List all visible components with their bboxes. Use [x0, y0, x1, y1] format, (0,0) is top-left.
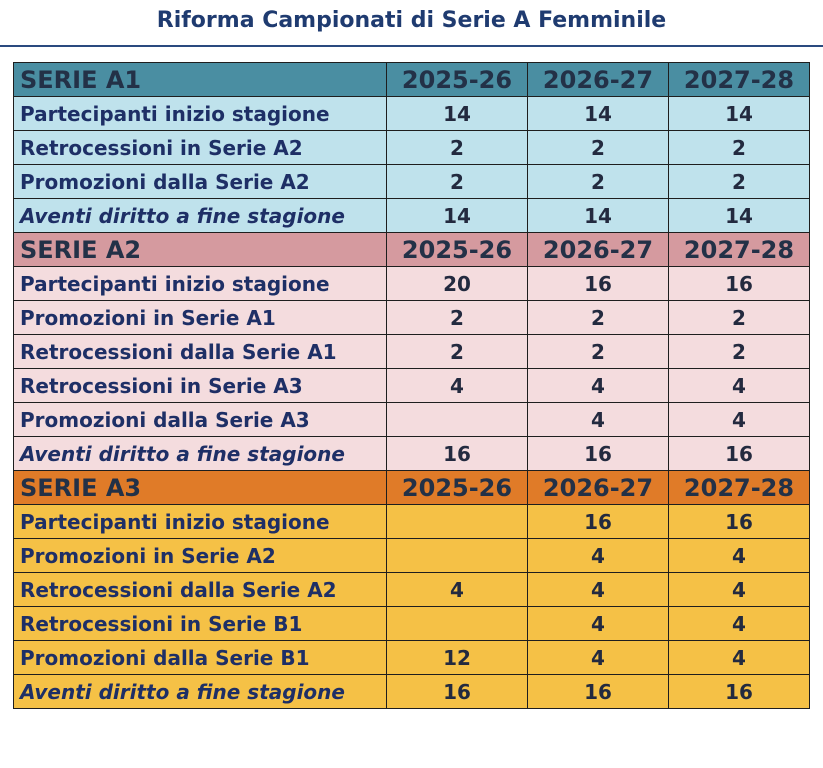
- row-label: Aventi diritto a fine stagione: [14, 199, 387, 233]
- row-value: 2: [669, 301, 810, 335]
- row-value: 4: [387, 573, 528, 607]
- row-label: Promozioni in Serie A1: [14, 301, 387, 335]
- row-value: 4: [528, 607, 669, 641]
- row-value: 2: [528, 335, 669, 369]
- row-value: 2: [669, 131, 810, 165]
- row-label: Partecipanti inizio stagione: [14, 505, 387, 539]
- table-row: [14, 403, 810, 437]
- row-value: 4: [669, 539, 810, 573]
- row-value: 2: [387, 131, 528, 165]
- row-value: 16: [528, 505, 669, 539]
- row-label: Retrocessioni in Serie B1: [14, 607, 387, 641]
- row-value: 16: [669, 675, 810, 709]
- season-header: 2026-27: [528, 471, 669, 505]
- table-row: [14, 675, 810, 709]
- row-label: Promozioni dalla Serie A3: [14, 403, 387, 437]
- table-row: [14, 335, 810, 369]
- row-value: 14: [669, 199, 810, 233]
- table-row: [14, 539, 810, 573]
- section-header-a1: [14, 63, 810, 97]
- row-value: 16: [387, 437, 528, 471]
- row-value: 2: [528, 301, 669, 335]
- table-row: [14, 301, 810, 335]
- table-row: [14, 437, 810, 471]
- row-value: 2: [669, 335, 810, 369]
- row-value: [387, 539, 528, 573]
- table-row: [14, 165, 810, 199]
- season-header: 2025-26: [387, 233, 528, 267]
- row-value: 2: [387, 335, 528, 369]
- row-value: 4: [669, 641, 810, 675]
- row-value: 14: [528, 199, 669, 233]
- row-value: 4: [528, 369, 669, 403]
- table-row: [14, 573, 810, 607]
- row-label: Promozioni in Serie A2: [14, 539, 387, 573]
- row-value: [387, 403, 528, 437]
- table-row: [14, 97, 810, 131]
- section-title: SERIE A1: [14, 63, 387, 97]
- table-row: [14, 199, 810, 233]
- row-value: 4: [528, 403, 669, 437]
- title-divider: [0, 45, 823, 47]
- season-header: 2027-28: [669, 471, 810, 505]
- row-label: Retrocessioni dalla Serie A2: [14, 573, 387, 607]
- row-value: 4: [528, 641, 669, 675]
- row-label: Aventi diritto a fine stagione: [14, 437, 387, 471]
- row-label: Retrocessioni dalla Serie A1: [14, 335, 387, 369]
- row-value: 12: [387, 641, 528, 675]
- section-title: SERIE A2: [14, 233, 387, 267]
- row-value: 4: [669, 573, 810, 607]
- row-value: [387, 607, 528, 641]
- table-row: [14, 505, 810, 539]
- row-value: 4: [528, 573, 669, 607]
- row-value: 4: [528, 539, 669, 573]
- row-value: 4: [669, 403, 810, 437]
- table-row: [14, 607, 810, 641]
- row-label: Promozioni dalla Serie B1: [14, 641, 387, 675]
- table-row: [14, 267, 810, 301]
- row-value: 16: [387, 675, 528, 709]
- section-a1: [14, 63, 810, 233]
- section-header-a2: [14, 233, 810, 267]
- row-value: 16: [528, 267, 669, 301]
- season-header: 2027-28: [669, 63, 810, 97]
- row-value: 14: [387, 199, 528, 233]
- table-row: [14, 369, 810, 403]
- row-value: 16: [669, 505, 810, 539]
- row-value: 2: [387, 165, 528, 199]
- row-label: Retrocessioni in Serie A2: [14, 131, 387, 165]
- season-header: 2026-27: [528, 63, 669, 97]
- row-value: 14: [669, 97, 810, 131]
- row-label: Partecipanti inizio stagione: [14, 267, 387, 301]
- row-value: 4: [387, 369, 528, 403]
- row-value: [387, 505, 528, 539]
- row-value: 16: [528, 675, 669, 709]
- row-value: 4: [669, 607, 810, 641]
- league-reform-table: [13, 62, 810, 709]
- season-header: 2026-27: [528, 233, 669, 267]
- section-header-a3: [14, 471, 810, 505]
- row-value: 16: [669, 267, 810, 301]
- row-label: Retrocessioni in Serie A3: [14, 369, 387, 403]
- row-value: 2: [669, 165, 810, 199]
- row-value: 16: [528, 437, 669, 471]
- row-label: Aventi diritto a fine stagione: [14, 675, 387, 709]
- table-row: [14, 131, 810, 165]
- section-a2: [14, 233, 810, 471]
- row-label: Partecipanti inizio stagione: [14, 97, 387, 131]
- row-value: 14: [387, 97, 528, 131]
- section-title: SERIE A3: [14, 471, 387, 505]
- row-value: 2: [528, 131, 669, 165]
- row-value: 2: [387, 301, 528, 335]
- row-label: Promozioni dalla Serie A2: [14, 165, 387, 199]
- row-value: 4: [669, 369, 810, 403]
- season-header: 2025-26: [387, 63, 528, 97]
- season-header: 2025-26: [387, 471, 528, 505]
- season-header: 2027-28: [669, 233, 810, 267]
- row-value: 20: [387, 267, 528, 301]
- row-value: 14: [528, 97, 669, 131]
- row-value: 16: [669, 437, 810, 471]
- section-a3: [14, 471, 810, 709]
- table-row: [14, 641, 810, 675]
- page-title: Riforma Campionati di Serie A Femminile: [156, 8, 667, 33]
- row-value: 2: [528, 165, 669, 199]
